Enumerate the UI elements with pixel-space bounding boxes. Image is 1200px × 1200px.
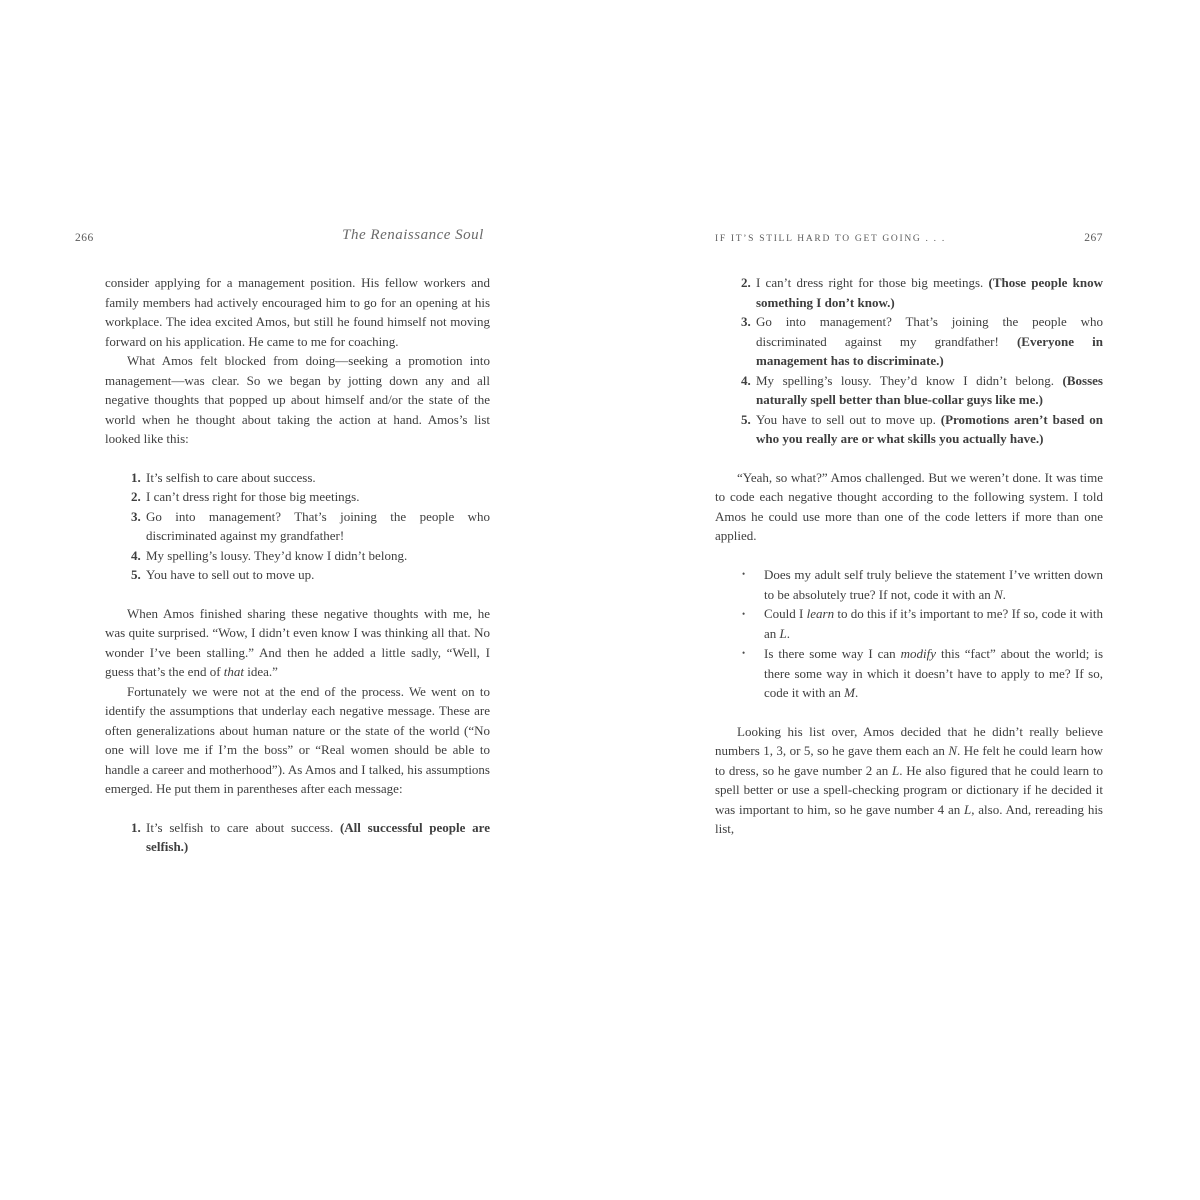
- numbered-list-item: [741, 410, 1103, 449]
- text-run: L: [779, 626, 787, 641]
- text-run: Fortunately we were not at the end of the process. We went on to identify the assumptions that underlay each negative message. These are often generalizations about human nature or the state of the world (“No one will love me if I’m the boss” or “Real women should be able to handle a career and motherhood”). As Amos and I talked, his assumptions emerged. He put them in parentheses after each message:: [105, 683, 490, 796]
- left-page: [75, 227, 490, 876]
- text-run: (Those people know something I don’t know.): [756, 275, 1103, 310]
- paragraph: [105, 604, 490, 682]
- paragraph: [105, 273, 490, 351]
- text-run: idea.”: [244, 664, 278, 679]
- numbered-list: [741, 273, 1103, 449]
- numbered-list-item: [741, 312, 1103, 371]
- text-run: (All successful people are selfish.): [146, 819, 490, 854]
- numbered-list-item: [131, 546, 490, 566]
- left-page-body: [105, 273, 490, 857]
- text-run: (Everyone in management has to discriminate.): [756, 333, 1103, 368]
- paragraph: [105, 682, 490, 799]
- text-run: this “fact” about the world; is there some way in which it doesn’t have to apply to me? If so, code it with an: [764, 645, 1103, 700]
- text-run: L: [964, 801, 972, 817]
- text-run: Is there some way I can: [764, 645, 901, 661]
- text-run: . He felt he could learn how to dress, so he gave number 2 an: [715, 743, 1103, 778]
- paragraph: [715, 722, 1103, 839]
- paragraph: [105, 351, 490, 449]
- bullet-icon: •: [742, 608, 746, 619]
- text-run: You have to sell out to move up.: [146, 567, 315, 582]
- text-run: It’s selfish to care about success.: [146, 469, 316, 485]
- text-run: .: [1002, 586, 1006, 602]
- text-run: .: [786, 626, 791, 641]
- right-page: [715, 232, 1103, 839]
- text-run: Go into management? That’s joining the people who discriminated against my grandfather!: [756, 314, 1103, 349]
- text-run: My spelling’s lousy. They’d know I didn’t belong.: [756, 372, 1063, 388]
- numbered-list-item: [131, 468, 490, 488]
- list-number: 3.: [741, 314, 751, 329]
- running-head-right: IF IT’S STILL HARD TO GET GOING . . .: [715, 234, 946, 244]
- bullet-list-item: [742, 604, 1103, 644]
- list-number: 3.: [131, 508, 141, 524]
- bullet-list-item: [742, 644, 1103, 703]
- text-run: You have to sell out to move up.: [756, 411, 941, 427]
- text-run: N: [948, 743, 957, 758]
- text-run: I can’t dress right for those big meetings.: [756, 275, 989, 290]
- numbered-list: [131, 818, 490, 857]
- bullet-list-item: [742, 565, 1103, 605]
- list-number: 1.: [131, 819, 141, 835]
- list-number: 5.: [741, 411, 751, 427]
- text-run: L: [892, 762, 900, 778]
- list-number: 5.: [131, 567, 141, 582]
- right-page-body: [715, 273, 1103, 839]
- text-run: Looking his list over, Amos decided that he didn’t really believe numbers 1, 3, or 5, so he gave them each an: [715, 723, 1103, 758]
- text-run: When Amos finished sharing these negative thoughts with me, he was quite surprised. “Wow, I didn’t even know I was thinking all that. No wonder I’ve been stalling.” And then he added a little sadly, “Well, I guess that’s the end of: [105, 605, 490, 679]
- text-run: N: [993, 586, 1003, 602]
- left-page-header: [75, 227, 490, 252]
- text-run: consider applying for a management position. His fellow workers and family members had actively encouraged him to go for an opening at his workplace. The idea excited Amos, but still he found himself not moving forward on his application. He came to me for coaching.: [105, 275, 490, 349]
- text-run: .: [855, 685, 859, 700]
- text-run: My spelling’s lousy. They’d know I didn’t belong.: [146, 547, 408, 563]
- text-run: What Amos felt blocked from doing—seeking a promotion into management—was clear. So we began by jotting down any and all negative thoughts that popped up about himself and/or the state of the world when he thought about taking the action at hand. Amos’s list looked like this:: [105, 353, 490, 446]
- text-run: It’s selfish to care about success.: [146, 819, 340, 835]
- numbered-list-item: [131, 565, 490, 585]
- paragraph: [715, 468, 1103, 546]
- numbered-list-item: [131, 818, 490, 857]
- bullet-icon: •: [742, 569, 746, 579]
- list-number: 4.: [741, 372, 751, 388]
- text-run: M: [844, 685, 855, 700]
- right-page-header: [715, 232, 1103, 252]
- numbered-list-item: [131, 507, 490, 546]
- text-run: , also. And, rereading his list,: [715, 801, 1103, 836]
- page-number-left: 266: [75, 232, 94, 244]
- numbered-list-item: [131, 487, 490, 507]
- numbered-list-item: [741, 371, 1103, 410]
- text-run: to do this if it’s important to me? If so, code it with an: [764, 606, 1103, 641]
- text-run: Could I: [764, 606, 807, 621]
- text-run: . He also figured that he could learn to spell better or use a spell-checking program or dictionary if he decided it was important to him, so he gave number 4 an: [715, 762, 1103, 817]
- list-number: 2.: [741, 275, 751, 290]
- bullet-list: [742, 565, 1103, 703]
- list-number: 4.: [131, 547, 141, 563]
- numbered-list: [131, 468, 490, 585]
- text-run: I can’t dress right for those big meetings.: [146, 489, 360, 504]
- text-run: (Bosses naturally spell better than blue-collar guys like me.): [756, 372, 1103, 407]
- text-run: Go into management? That’s joining the people who discriminated against my grandfather!: [146, 508, 490, 543]
- list-number: 2.: [131, 489, 141, 504]
- text-run: “Yeah, so what?” Amos challenged. But we weren’t done. It was time to code each negative thought according to the following system. I told Amos he could use more than one of the code letters if more than one applied.: [715, 469, 1103, 543]
- text-run: learn: [806, 606, 835, 621]
- text-run: modify: [900, 645, 937, 661]
- running-head-left: The Renaissance Soul: [342, 227, 484, 243]
- text-run: Does my adult self truly believe the statement I’ve written down to be absolutely true? If not, code it with an: [764, 566, 1103, 602]
- text-run: that: [223, 664, 245, 679]
- numbered-list-item: [741, 273, 1103, 312]
- page-number-right: 267: [1084, 232, 1103, 244]
- bullet-icon: •: [742, 648, 746, 658]
- list-number: 1.: [131, 469, 141, 485]
- text-run: (Promotions aren’t based on who you really are or what skills you actually have.): [756, 411, 1103, 446]
